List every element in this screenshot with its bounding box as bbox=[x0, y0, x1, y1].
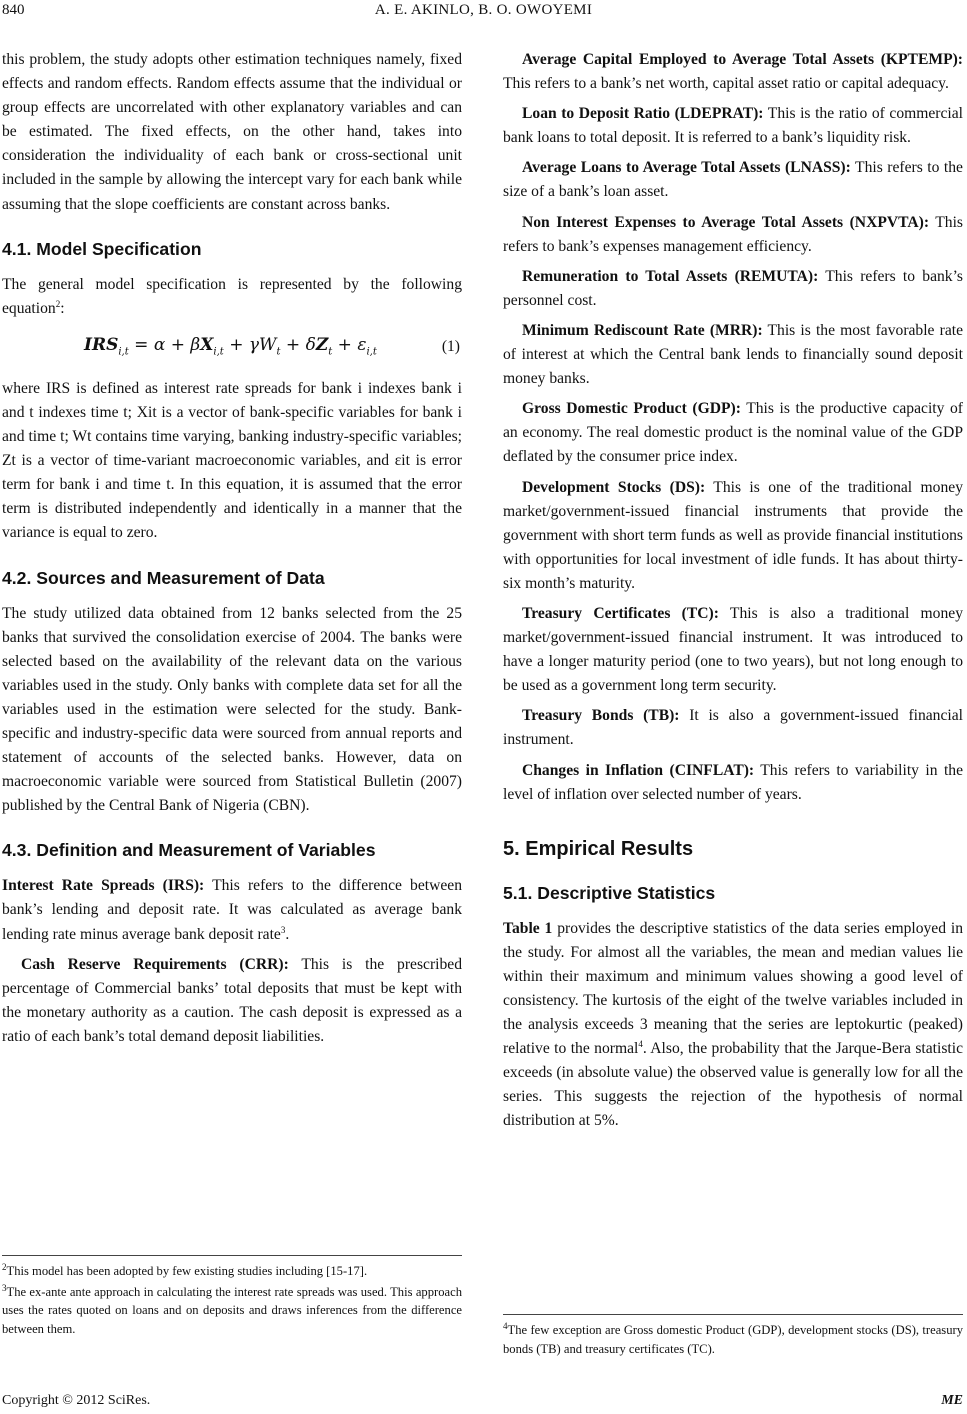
remuta-text: This refers to bank’s personnel cost. bbox=[503, 267, 963, 309]
copyright-footer: Copyright © 2012 SciRes. bbox=[2, 1393, 151, 1408]
ldeprat-paragraph bbox=[503, 102, 963, 150]
heading-definition-variables: 4.3. Definition and Measurement of Variables bbox=[2, 840, 376, 861]
kptemp-paragraph bbox=[503, 48, 963, 96]
equation-1 bbox=[2, 327, 462, 367]
left-column bbox=[2, 48, 462, 1055]
footnote-4 bbox=[503, 1321, 963, 1358]
footnote-4-mark: 4 bbox=[503, 1320, 508, 1331]
footnote-3-mark: 3 bbox=[2, 1282, 7, 1293]
crr-paragraph bbox=[2, 953, 462, 1049]
tc-text: This is also a traditional money market/government-issued financial instrument. It was introduced to have a longer maturity period (one to two years), but not long enough to be used as a government long term security. bbox=[503, 604, 963, 695]
equation-number: (1) bbox=[441, 337, 460, 355]
irs-text: This refers to the difference between bank’s lending and deposit rate. It was calculated as average bank lending rate minus average bank deposit rate bbox=[2, 877, 462, 943]
model-intro-end: : bbox=[60, 299, 65, 317]
eq-x: X bbox=[200, 334, 214, 355]
tb-text: It is also a government-issued financial instrument. bbox=[503, 707, 963, 749]
heading-sources-data: 4.2. Sources and Measurement of Data bbox=[2, 567, 325, 588]
equation-formula bbox=[84, 333, 377, 364]
ldeprat-text: This is the ratio of commercial bank loans to total deposit. It is referred to a bank’s liquidity risk. bbox=[503, 105, 964, 147]
descriptive-end: . Also, the probability that the Jarque-Bera statistic exceeds (in absolute value) the observed value is generally low for all the series. This suggests the rejection of the hypothesis of normal distribution at 5%. bbox=[503, 1040, 963, 1130]
eq-part-b: + γW bbox=[229, 334, 277, 355]
eq-part-a: = α + β bbox=[134, 334, 201, 355]
ldeprat-term: Loan to Deposit Ratio (LDEPRAT): bbox=[522, 105, 764, 123]
intro-paragraph: this problem, the study adopts other estimation techniques namely, fixed effects and random effects. Random effects assume that the individual or group effects are uncorrelated with other explanatory variables and can be estimated. The fixed effects, on the other hand, takes into consideration the individuality of each bank or cross-sectional unit included in the sample by allowing the intercept vary for each bank while assuming that the slope coefficients are constant across banks. bbox=[2, 51, 462, 213]
table-1-ref[interactable]: Table 1 bbox=[503, 919, 553, 937]
lnass-term: Average Loans to Average Total Assets (LNASS): bbox=[522, 159, 851, 177]
nxpvta-term: Non Interest Expenses to Average Total Assets (NXPVTA): bbox=[522, 213, 930, 231]
crr-text: This is the prescribed percentage of Commercial banks’ total deposits that must be kept with the monetary authority as a caution. The cash deposit is expressed as a ratio of each bank’s total demand deposit liabilities. bbox=[2, 955, 462, 1045]
footnote-divider-left bbox=[2, 1255, 462, 1256]
eq-w-sub: t bbox=[276, 346, 281, 358]
kptemp-term: Average Capital Employed to Average Total Assets (KPTEMP): bbox=[522, 51, 963, 68]
ds-text: This is one of the traditional money market/government-issued financial instruments that provide the government with short term funds as well as provide financial institutions with opportunities for local investment of idle funds. It has about thirty-six month’s maturity. bbox=[503, 478, 963, 592]
tc-paragraph bbox=[503, 602, 963, 698]
tb-paragraph bbox=[503, 704, 963, 752]
cinflat-paragraph bbox=[503, 759, 963, 807]
eq-lhs: IRS bbox=[84, 334, 119, 355]
data-paragraph: The study utilized data obtained from 12 banks selected from the 25 banks that survived the consolidation exercise of 2004. The banks were selected based on the availability of the relevant data on the various variables used in the study. Only banks with complete data set for all the variables used in the estimation were selected for the study. Bank-specific and industry-specific data were sourced from annual reports and statement of accounts of the selected banks. However, data on macroeconomic variable were sourced from Statistical Bulletin (2007) published by the Central Bank of Nigeria (CBN). bbox=[2, 604, 462, 815]
journal-abbreviation: ME bbox=[941, 1393, 963, 1408]
right-column bbox=[503, 48, 963, 1140]
cinflat-term: Changes in Inflation (CINFLAT): bbox=[522, 761, 755, 779]
model-intro-text: The general model specification is represented by the following equation bbox=[2, 275, 462, 317]
remuta-paragraph bbox=[503, 265, 963, 313]
footnote-2-mark: 2 bbox=[2, 1261, 7, 1272]
eq-z-sub: t bbox=[328, 346, 333, 358]
footnote-3 bbox=[2, 1283, 462, 1339]
gdp-text: This is the productive capacity of an economy. The real domestic product is the nominal value of the GDP deflated by the consumer price index. bbox=[503, 400, 963, 466]
footnote-2-text: This model has been adopted by few existing studies including [15-17]. bbox=[6, 1264, 368, 1278]
eq-e-sub: i,t bbox=[366, 346, 377, 358]
nxpvta-text: This refers to bank’s expenses management efficiency. bbox=[503, 213, 963, 255]
cinflat-text: This refers to variability in the level of inflation over selected number of years. bbox=[503, 761, 963, 803]
lnass-text: This refers to the size of a bank’s loan asset. bbox=[503, 159, 963, 201]
gdp-paragraph bbox=[503, 397, 963, 469]
gdp-term: Gross Domestic Product (GDP): bbox=[522, 400, 741, 418]
tc-term: Treasury Certificates (TC): bbox=[522, 604, 719, 622]
irs-term: Interest Rate Spreads (IRS): bbox=[2, 877, 205, 895]
model-where-paragraph: where IRS is defined as interest rate spreads for bank i indexes bank i and t indexes time t; Xit is a vector of bank-specific variables for bank i and time t; Wt contains time varying, banking industry-specific variables; Zt is a vector of time-variant macroeconomic variables, and εit is error term for bank i and time t. In this equation, it is assumed that the error term is distributed independently and identically in a manner that the variance is equal to zero. bbox=[2, 379, 462, 542]
footnote-divider-right bbox=[503, 1314, 963, 1315]
footnote-3-text: The ex-ante ante approach in calculating the interest rate spreads was used. This approach uses the rates quoted on loans and on deposits and draws inferences from the difference between them. bbox=[2, 1284, 462, 1336]
mrr-paragraph bbox=[503, 319, 963, 391]
nxpvta-paragraph bbox=[503, 211, 963, 259]
crr-term: Cash Reserve Requirements (CRR): bbox=[21, 955, 289, 973]
eq-x-sub: i,t bbox=[213, 346, 224, 358]
running-head: A. E. AKINLO, B. O. OWOYEMI bbox=[374, 2, 593, 18]
eq-part-d: + ε bbox=[337, 334, 367, 355]
footnote-2 bbox=[2, 1262, 462, 1281]
ds-paragraph bbox=[503, 476, 963, 596]
footnote-mark-2[interactable]: 2 bbox=[55, 298, 61, 309]
mrr-term: Minimum Rediscount Rate (MRR): bbox=[522, 321, 763, 339]
footnote-mark-3[interactable]: 3 bbox=[280, 924, 286, 935]
model-intro-paragraph bbox=[2, 273, 462, 321]
footnote-4-text: The few exception are Gross domestic Product (GDP), development stocks (DS), treasury bonds (TB) and treasury certificates (TC). bbox=[503, 1323, 963, 1356]
footnotes-right bbox=[503, 1321, 963, 1360]
page-number: 840 bbox=[2, 2, 25, 18]
eq-part-c: + δ bbox=[285, 334, 316, 355]
ds-term: Development Stocks (DS): bbox=[522, 478, 706, 496]
lnass-paragraph bbox=[503, 156, 963, 204]
eq-z: Z bbox=[315, 334, 329, 355]
descriptive-text: provides the descriptive statistics of the data series employed in the study. For almost all the variables, the mean and median values lie within their maximum and minimum values showing a good level of consistency. The kurtosis of the eight of the twelve variables included in the analysis exceeds 3 meaning that the series are leptokurtic (peaked) relative to the normal bbox=[503, 919, 964, 1058]
descriptive-paragraph bbox=[503, 917, 963, 1134]
remuta-term: Remuneration to Total Assets (REMUTA): bbox=[522, 267, 819, 285]
mrr-text: This is the most favorable rate of interest at which the Central bank lends to financially sound deposit money banks. bbox=[503, 321, 963, 388]
heading-empirical-results: 5. Empirical Results bbox=[503, 837, 694, 860]
kptemp-text: This refers to a bank’s net worth, capital asset ratio or capital adequacy. bbox=[503, 75, 949, 93]
irs-paragraph bbox=[2, 874, 462, 946]
tb-term: Treasury Bonds (TB): bbox=[522, 707, 680, 725]
eq-lhs-sub: i,t bbox=[118, 346, 129, 358]
irs-end: . bbox=[285, 925, 290, 943]
footnote-mark-4[interactable]: 4 bbox=[638, 1039, 643, 1049]
heading-descriptive-statistics: 5.1. Descriptive Statistics bbox=[503, 882, 716, 903]
footnotes-left bbox=[2, 1262, 462, 1340]
heading-model-specification: 4.1. Model Specification bbox=[2, 238, 202, 259]
